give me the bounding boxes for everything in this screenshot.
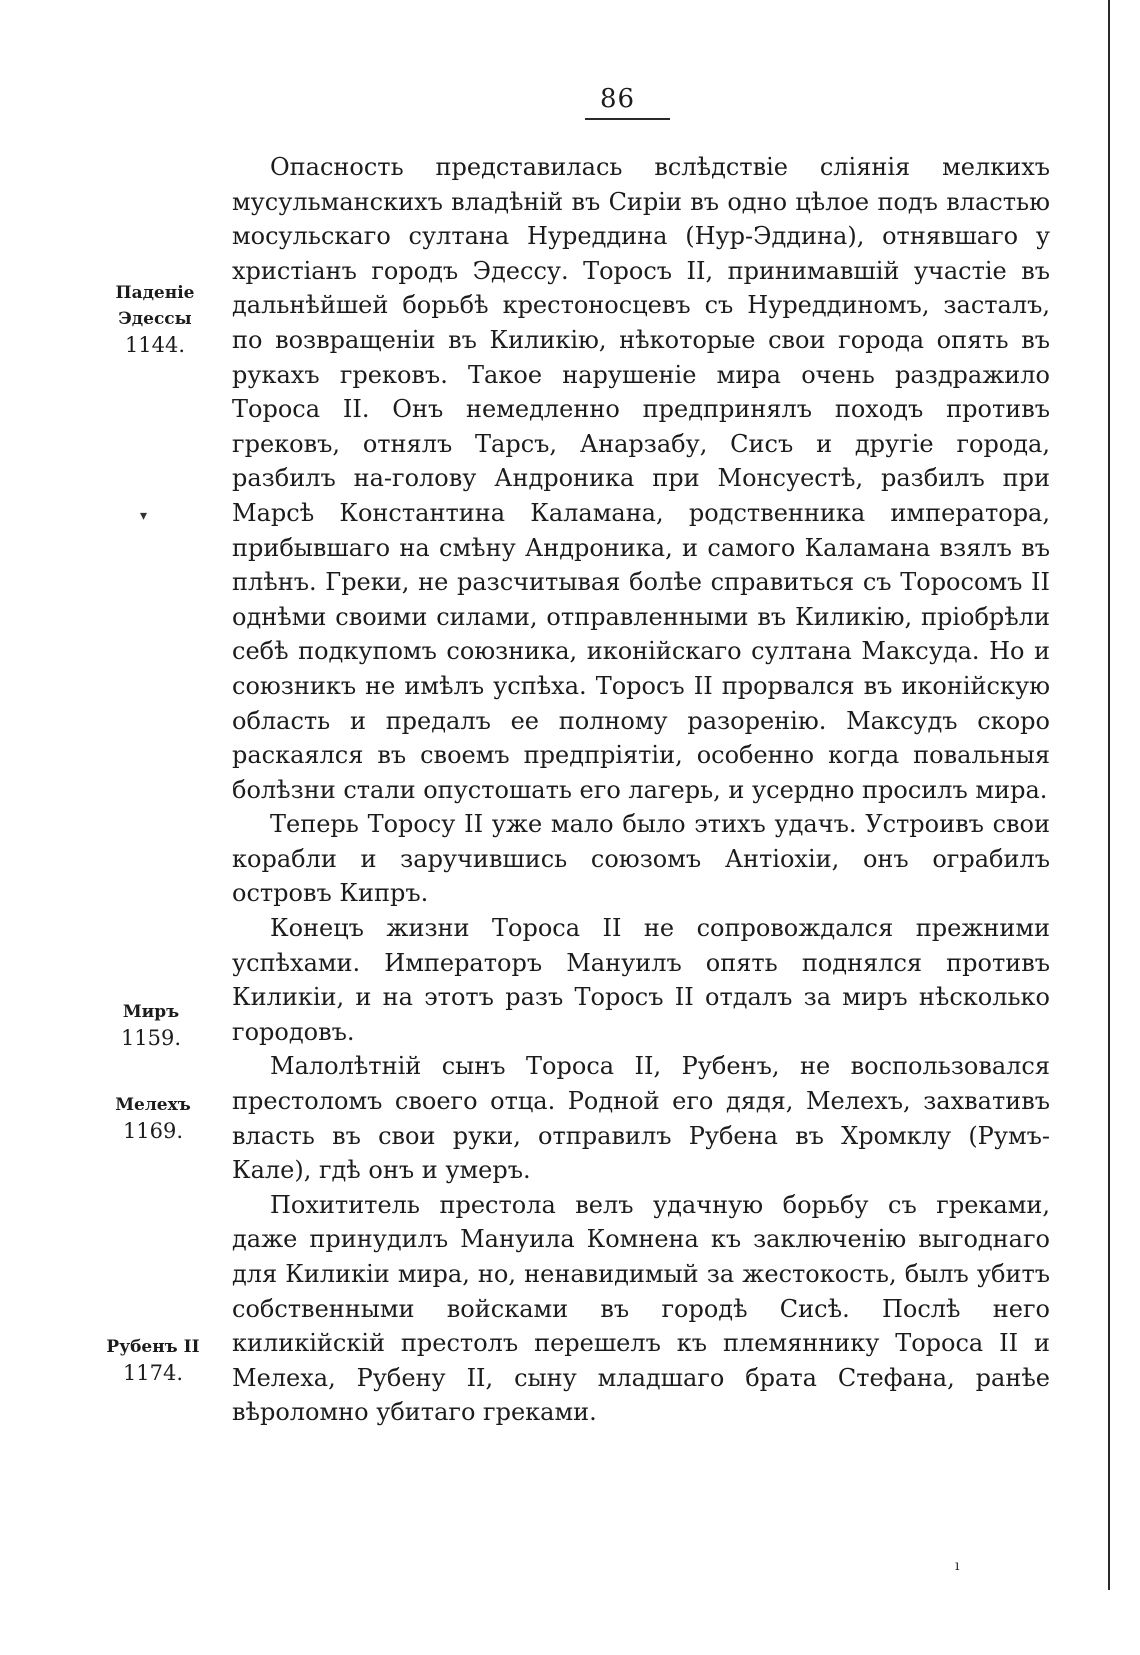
- paragraph: Похититель престола велъ удачную борьбу съ греками, даже принудилъ Мануила Комнена къ заключенію выгоднаго для Киликіи мира, но, ненавидимый за жестокость, былъ убитъ собственными войсками въ городѣ Сисѣ. Послѣ него киликійскій престолъ перешелъ къ племяннику Тороса II и Мелеха, Рубену II, сыну младшаго брата Стефана, ранѣе вѣроломно убитаго греками.: [232, 1190, 1050, 1427]
- margin-note-label: Мелехъ: [115, 1095, 191, 1115]
- ink-mark: ▾: [140, 508, 148, 524]
- paragraph: Опасность представилась вслѣдствіе сліянія мелкихъ мусульманскихъ владѣній въ Сиріи въ одно цѣлое подъ властью мосульскаго султана Нуреддина (Нур-Эддина), отнявшаго у христіанъ городъ Эдессу. Торосъ II, принимавшій участіе въ дальнѣйшей борьбѣ крестоносцевъ съ Нуреддиномъ, засталъ, по возвращеніи въ Киликію, нѣкоторые свои города опять въ рукахъ грековъ. Такое нарушеніе мира очень раздражило Тороса II. Онъ немедленно предпринялъ походъ противъ грековъ, отнялъ Тарсъ, Анарзабу, Сисъ и другіе города, разбилъ на-голову Андроника при Монсуестѣ, разбилъ при Марсѣ Константина Каламана, родственника императора, прибывшаго на смѣну Андроника, и самого Каламана взялъ въ плѣнъ. Греки, не разсчитывая болѣе справиться съ Торосомъ II однѣми своими силами, отправленными въ Киликію, пріобрѣли себѣ подкупомъ союзника, иконійскаго султана Максуда. Но и союзникъ не имѣлъ успѣха. Торосъ II прорвался въ иконійскую область и предалъ ее полному разоренію. Максудъ скоро раскаялся въ своемъ предпріятіи, особенно когда повальныя болѣзни стали опустошать его лагерь, и усердно просилъ мира.: [232, 153, 1050, 804]
- paragraph: Конецъ жизни Тороса II не сопровождался прежними успѣхами. Императоръ Мануилъ опять поднялся противъ Киликіи, и на этотъ разъ Торосъ II отдалъ за миръ нѣсколько городовъ.: [232, 914, 1050, 1046]
- page-number: 86: [600, 84, 636, 114]
- margin-note-peace: [96, 973, 206, 1077]
- page-number-underline: [585, 118, 670, 120]
- ink-mark: ı: [955, 1558, 960, 1574]
- page-edge-rule: [1108, 0, 1110, 1590]
- margin-note-fall-of-edessa: [100, 254, 210, 384]
- margin-note-label: Рубенъ II: [106, 1337, 200, 1357]
- margin-note-ruben-ii: [98, 1308, 208, 1412]
- margin-note-label: Миръ: [122, 1002, 180, 1022]
- margin-note-melekh: [98, 1066, 208, 1170]
- paragraph: Малолѣтній сынъ Тороса II, Рубенъ, не воспользовался престоломъ своего отца. Родной его дядя, Мелехъ, захвативъ власть въ свои руки, отправилъ Рубена въ Хромклу (Румъ-Кале), гдѣ онъ и умеръ.: [232, 1052, 1050, 1185]
- margin-note-year: 1144.: [124, 333, 186, 357]
- body-text: [232, 150, 1050, 1430]
- margin-note-year: 1174.: [122, 1361, 184, 1385]
- paragraph: Теперь Торосу II уже мало было этихъ удачъ. Устроивъ свои корабли и заручившись союзомъ Антіохіи, онъ ограбилъ островъ Кипръ.: [232, 810, 1050, 908]
- margin-note-year: 1159.: [120, 1026, 182, 1050]
- margin-note-label: Паденіе Эдессы: [115, 283, 195, 329]
- margin-note-year: 1169.: [122, 1119, 184, 1143]
